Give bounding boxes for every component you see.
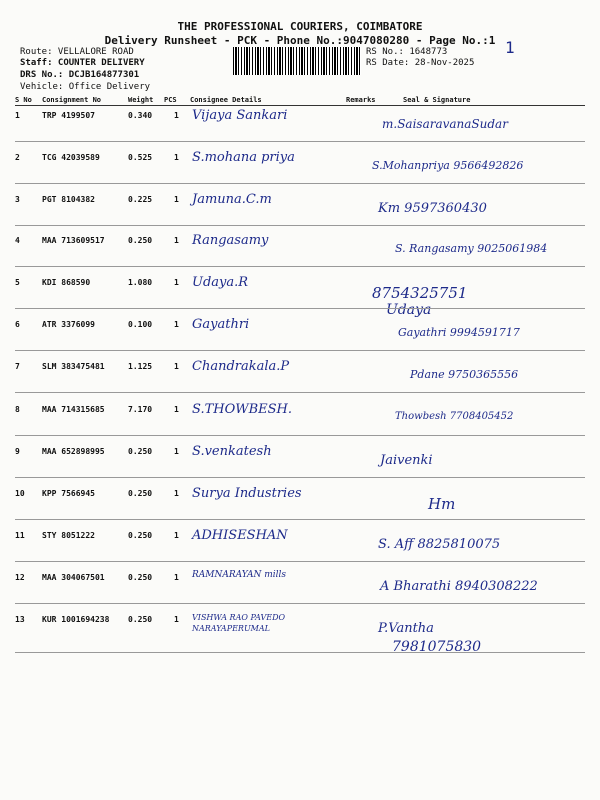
row-divider — [15, 350, 585, 351]
row-sno: 10 — [15, 489, 25, 498]
row-signature-extra: Udaya — [386, 302, 432, 318]
row-weight: 0.250 — [128, 447, 153, 456]
row-signature: Pdane 9750365556 — [410, 368, 519, 381]
row-signature: S.Mohanpriya 9566492826 — [372, 159, 524, 172]
row-consignment: SLM 383475481 — [42, 362, 105, 371]
row-consignee-handwritten: S.venkatesh — [192, 444, 272, 459]
col-remarks: Remarks — [346, 96, 376, 104]
rs-date: RS Date: 28-Nov-2025 — [366, 58, 475, 68]
row-sno: 1 — [15, 111, 20, 120]
row-sno: 9 — [15, 447, 20, 456]
row-consignment: KDI 868590 — [42, 278, 91, 287]
row-consignment: TCG 42039589 — [42, 153, 100, 162]
row-sno: 11 — [15, 531, 25, 540]
row-weight: 0.100 — [128, 320, 153, 329]
row-divider — [15, 308, 585, 309]
row-weight: 0.250 — [128, 615, 153, 624]
col-consignment: Consignment No — [42, 96, 102, 104]
staff-label: Staff: COUNTER DELIVERY — [20, 58, 145, 68]
row-pcs: 1 — [174, 573, 179, 582]
row-consignment: MAA 304067501 — [42, 573, 105, 582]
row-weight: 0.250 — [128, 573, 153, 582]
page-handwritten-mark: 1 — [505, 38, 515, 57]
row-signature: m.SaisaravanaSudar — [382, 117, 508, 131]
row-weight: 1.125 — [128, 362, 153, 371]
runsheet-subtitle: Delivery Runsheet - PCK - Phone No.:9047080280 - Page No.:1 — [104, 34, 496, 47]
row-divider — [15, 652, 585, 653]
header-rule — [15, 105, 585, 106]
row-consignee-handwritten: RAMNARAYAN mills — [192, 570, 287, 580]
row-weight: 7.170 — [128, 405, 153, 414]
row-signature: S. Aff 8825810075 — [378, 537, 501, 552]
row-signature: P.Vantha — [378, 621, 434, 636]
col-consignee: Consignee Details — [190, 96, 262, 104]
row-weight: 0.250 — [128, 236, 153, 245]
row-pcs: 1 — [174, 236, 179, 245]
row-sno: 13 — [15, 615, 25, 624]
row-signature: Gayathri 9994591717 — [398, 326, 520, 339]
row-signature-extra: 7981075830 — [392, 639, 482, 655]
row-consignee-handwritten: Jamuna.C.m — [192, 192, 272, 207]
vehicle-label: Vehicle: Office Delivery — [20, 82, 151, 92]
row-consignee-handwritten: Surya Industries — [192, 486, 302, 501]
col-weight: Weight — [128, 96, 154, 104]
row-consignment: KUR 1001694238 — [42, 615, 110, 624]
row-weight: 0.525 — [128, 153, 153, 162]
row-weight: 0.340 — [128, 111, 153, 120]
row-consignee-handwritten: S.mohana priya — [192, 150, 295, 165]
row-divider — [15, 141, 585, 142]
row-sno: 8 — [15, 405, 20, 414]
row-consignee-handwritten: VISHWA RAO PAVEDO NARAYAPERUMAL — [192, 613, 286, 633]
row-sno: 4 — [15, 236, 20, 245]
row-consignee-handwritten: Vijaya Sankari — [192, 108, 288, 123]
row-weight: 1.080 — [128, 278, 153, 287]
row-consignment: TRP 4199507 — [42, 111, 95, 120]
row-signature: Jaivenki — [380, 453, 433, 468]
drs-label: DRS No.: DCJB164877301 — [20, 70, 140, 80]
row-sno: 12 — [15, 573, 25, 582]
row-signature: 8754325751 — [372, 284, 468, 302]
row-signature: Thowbesh 7708405452 — [395, 411, 514, 422]
row-signature: Km 9597360430 — [378, 201, 487, 216]
row-divider — [15, 183, 585, 184]
barcode — [233, 47, 361, 75]
row-pcs: 1 — [174, 447, 179, 456]
row-consignment: MAA 714315685 — [42, 405, 105, 414]
row-divider — [15, 225, 585, 226]
row-sno: 6 — [15, 320, 20, 329]
col-sno: S No — [15, 96, 32, 104]
row-pcs: 1 — [174, 531, 179, 540]
row-consignment: KPP 7566945 — [42, 489, 95, 498]
route-label: Route: VELLALORE ROAD — [20, 47, 134, 57]
row-pcs: 1 — [174, 405, 179, 414]
row-consignment: MAA 713609517 — [42, 236, 105, 245]
row-consignee-handwritten: Rangasamy — [192, 233, 269, 248]
row-consignment: MAA 652898995 — [42, 447, 105, 456]
row-signature: Hm — [428, 495, 456, 513]
row-pcs: 1 — [174, 489, 179, 498]
row-divider — [15, 603, 585, 604]
row-pcs: 1 — [174, 195, 179, 204]
row-consignee-handwritten: Udaya.R — [192, 275, 249, 290]
row-sno: 3 — [15, 195, 20, 204]
row-sno: 7 — [15, 362, 20, 371]
row-pcs: 1 — [174, 320, 179, 329]
row-divider — [15, 266, 585, 267]
row-pcs: 1 — [174, 615, 179, 624]
row-divider — [15, 519, 585, 520]
row-divider — [15, 561, 585, 562]
row-consignment: STY 8051222 — [42, 531, 95, 540]
runsheet-title: THE PROFESSIONAL COURIERS, COIMBATORE — [177, 20, 423, 33]
row-consignee-handwritten: Chandrakala.P — [192, 359, 290, 374]
row-signature: A Bharathi 8940308222 — [380, 579, 538, 594]
row-consignee-handwritten: Gayathri — [192, 317, 250, 332]
row-sno: 2 — [15, 153, 20, 162]
row-consignment: PGT 8104382 — [42, 195, 95, 204]
col-pcs: PCS — [164, 96, 177, 104]
row-weight: 0.225 — [128, 195, 153, 204]
row-sno: 5 — [15, 278, 20, 287]
row-consignee-handwritten: S.THOWBESH. — [192, 402, 293, 417]
row-divider — [15, 477, 585, 478]
row-pcs: 1 — [174, 278, 179, 287]
row-divider — [15, 392, 585, 393]
row-weight: 0.250 — [128, 489, 153, 498]
rs-number: RS No.: 1648773 — [366, 47, 448, 57]
row-divider — [15, 435, 585, 436]
col-seal: Seal & Signature — [403, 96, 471, 104]
row-weight: 0.250 — [128, 531, 153, 540]
row-pcs: 1 — [174, 362, 179, 371]
row-pcs: 1 — [174, 111, 179, 120]
row-pcs: 1 — [174, 153, 179, 162]
row-consignee-handwritten: ADHISESHAN — [192, 528, 288, 543]
row-consignment: ATR 3376099 — [42, 320, 95, 329]
row-signature: S. Rangasamy 9025061984 — [395, 242, 548, 255]
